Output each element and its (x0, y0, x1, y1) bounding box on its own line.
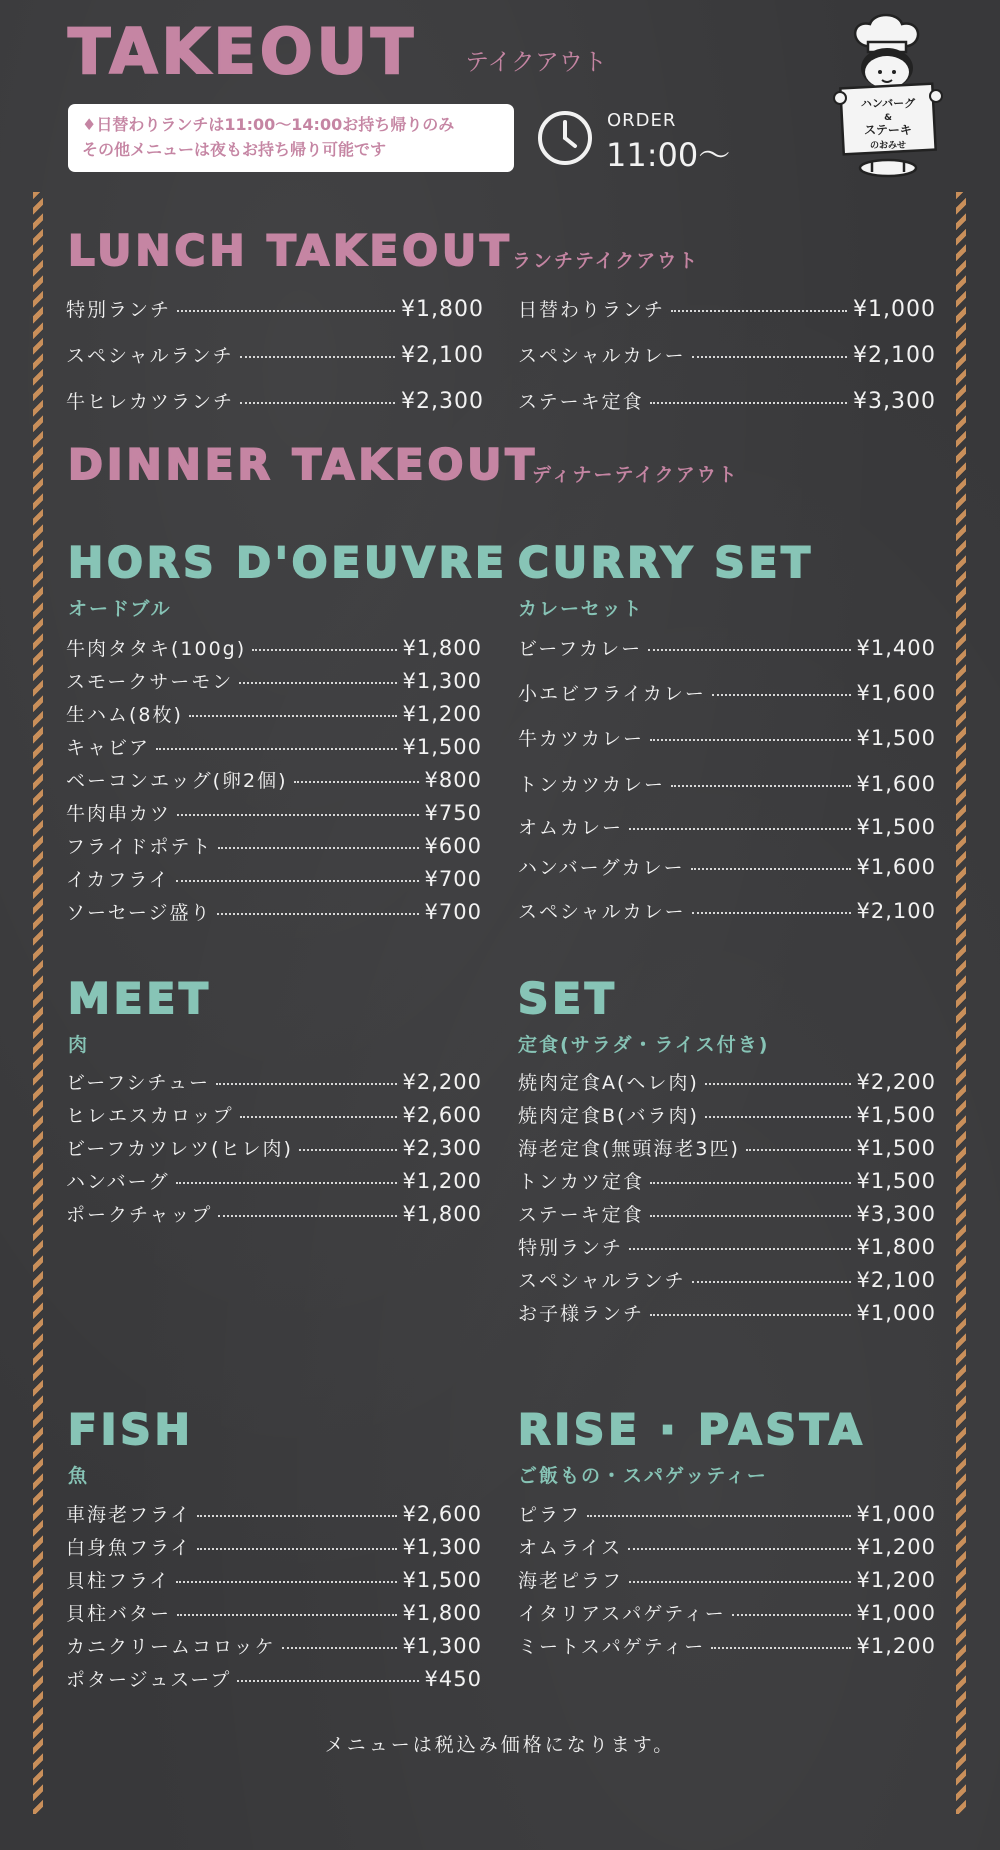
item-name: ヒレエスカロップ (66, 1105, 234, 1127)
menu-item (66, 1134, 482, 1162)
item-name: ステーキ定食 (518, 1204, 644, 1226)
item-price: ¥1,400 (856, 636, 936, 660)
item-price: ¥750 (424, 801, 482, 825)
item-name: 貝柱フライ (66, 1570, 171, 1592)
leader-dots (156, 747, 397, 750)
menu-item (66, 1500, 482, 1528)
item-name: イカフライ (66, 869, 170, 891)
item-name: 牛肉串カツ (66, 803, 172, 825)
item-name: ピラフ (518, 1504, 582, 1526)
item-price: ¥1,500 (856, 726, 936, 750)
item-name: 海老ピラフ (518, 1570, 624, 1592)
menu-item (518, 634, 936, 662)
page-title: TAKEOUT (68, 15, 418, 88)
item-price: ¥600 (424, 834, 482, 858)
item-price: ¥2,200 (856, 1070, 936, 1094)
item-name: ビーフシチュー (66, 1072, 210, 1094)
clock-icon (537, 110, 593, 166)
menu-item (66, 766, 482, 794)
item-name: 白身魚フライ (66, 1537, 192, 1559)
menu-item (518, 387, 936, 415)
menu-item (66, 1599, 482, 1627)
chef-mascot-icon (828, 12, 948, 182)
leader-dots (650, 1214, 851, 1217)
curry-subtitle: カレーセット (518, 598, 644, 620)
item-price: ¥1,200 (402, 1169, 482, 1193)
item-name: スモークサーモン (66, 671, 234, 693)
leader-dots (712, 693, 851, 696)
menu-item (66, 634, 482, 662)
leader-dots (218, 1214, 396, 1217)
item-name: ステーキ定食 (518, 391, 644, 413)
leader-dots (650, 401, 847, 404)
menu-item (518, 770, 936, 798)
item-price: ¥2,600 (402, 1502, 482, 1526)
leader-dots (240, 355, 395, 358)
item-price: ¥3,300 (856, 1202, 936, 1226)
item-name: トンカツ定食 (518, 1171, 645, 1193)
menu-item (518, 1134, 936, 1162)
menu-item (518, 1599, 936, 1627)
menu-item (518, 813, 936, 841)
leader-dots (217, 912, 418, 915)
item-name: 焼肉定食B(バラ肉) (518, 1105, 699, 1127)
item-price: ¥2,100 (856, 899, 936, 923)
item-price: ¥2,100 (856, 1268, 936, 1292)
leader-dots (282, 1646, 397, 1649)
item-name: スペシャルランチ (66, 345, 234, 367)
menu-item (518, 295, 936, 323)
item-price: ¥1,800 (856, 1235, 936, 1259)
item-price: ¥450 (424, 1667, 482, 1691)
leader-dots (692, 1280, 851, 1283)
item-name: ビーフカレー (518, 638, 643, 660)
item-name: トンカツカレー (518, 774, 666, 796)
item-name: お子様ランチ (518, 1303, 645, 1325)
leader-dots (197, 1514, 396, 1517)
meet-subtitle: 肉 (68, 1034, 90, 1056)
menu-item (66, 733, 482, 761)
menu-item (66, 700, 482, 728)
menu-item (66, 387, 484, 415)
dinner-subtitle: ディナーテイクアウト (532, 464, 739, 486)
item-name: ベーコンエッグ(卵2個) (66, 770, 288, 792)
item-price: ¥1,600 (856, 772, 936, 796)
item-name: オムカレー (518, 817, 624, 839)
item-name: 特別ランチ (518, 1237, 624, 1259)
menu-item (518, 341, 936, 369)
right-border-stripe (956, 192, 966, 1814)
item-name: 牛ヒレカツランチ (66, 391, 235, 413)
leader-dots (629, 1247, 851, 1250)
item-name: カニクリームコロッケ (66, 1636, 276, 1658)
menu-item (518, 1200, 936, 1228)
menu-item (66, 865, 482, 893)
leader-dots (587, 1514, 851, 1517)
leader-dots (650, 738, 851, 741)
item-price: ¥1,500 (856, 1169, 936, 1193)
menu-item (66, 1632, 482, 1660)
menu-item (66, 898, 482, 926)
rice-title: RISE · PASTA (518, 1405, 866, 1454)
menu-item (518, 1101, 936, 1129)
fish-title: FISH (68, 1405, 194, 1454)
svg-text:ハンバーグ: ハンバーグ (860, 97, 916, 110)
menu-item (66, 1533, 482, 1561)
item-price: ¥1,000 (856, 1502, 936, 1526)
item-price: ¥1,500 (856, 815, 936, 839)
leader-dots (629, 1580, 851, 1583)
item-price: ¥1,000 (853, 297, 936, 322)
item-price: ¥2,600 (402, 1103, 482, 1127)
item-price: ¥1,000 (856, 1601, 936, 1625)
menu-item (66, 341, 484, 369)
leader-dots (648, 648, 850, 651)
menu-item (518, 1500, 936, 1528)
item-price: ¥1,500 (856, 1136, 936, 1160)
leader-dots (177, 1613, 397, 1616)
item-price: ¥1,200 (856, 1568, 936, 1592)
menu-item (66, 1101, 482, 1129)
item-price: ¥2,300 (401, 389, 484, 414)
item-price: ¥1,800 (402, 1202, 482, 1226)
item-name: 日替わりランチ (518, 299, 666, 321)
menu-item (66, 1200, 482, 1228)
leader-dots (239, 681, 396, 684)
set-subtitle: 定食(サラダ・ライス付き) (518, 1034, 770, 1056)
svg-text:のおみせ: のおみせ (869, 141, 907, 151)
item-price: ¥1,500 (856, 1103, 936, 1127)
leader-dots (628, 1547, 850, 1550)
lunch-title: LUNCH TAKEOUT (68, 226, 513, 275)
item-price: ¥1,800 (401, 297, 484, 322)
leader-dots (216, 1082, 397, 1085)
leader-dots (252, 648, 396, 651)
item-name: 小エビフライカレー (518, 683, 706, 705)
leader-dots (746, 1148, 851, 1151)
item-price: ¥1,000 (856, 1301, 936, 1325)
menu-item (518, 679, 936, 707)
leader-dots (176, 879, 419, 882)
item-name: 貝柱バター (66, 1603, 172, 1625)
item-name: ハンバーグカレー (518, 857, 685, 879)
leader-dots (650, 1313, 851, 1316)
item-name: 牛カツカレー (518, 728, 645, 750)
leader-dots (177, 309, 395, 312)
item-name: スペシャルランチ (518, 1270, 686, 1292)
curry-title: CURRY SET (518, 538, 814, 587)
menu-item (66, 799, 482, 827)
item-price: ¥2,100 (401, 343, 484, 368)
menu-item (518, 1266, 936, 1294)
leader-dots (650, 1181, 851, 1184)
dinner-title: DINNER TAKEOUT (68, 440, 539, 489)
item-name: フライドポテト (66, 836, 213, 858)
item-price: ¥2,100 (853, 343, 936, 368)
leader-dots (240, 401, 395, 404)
item-price: ¥3,300 (853, 389, 936, 414)
meet-title: MEET (68, 974, 212, 1023)
item-name: ポークチャップ (66, 1204, 213, 1226)
item-price: ¥1,300 (402, 669, 482, 693)
leader-dots (705, 1082, 851, 1085)
item-price: ¥1,200 (856, 1535, 936, 1559)
leader-dots (692, 355, 847, 358)
item-name: イタリアスパゲティー (518, 1603, 726, 1625)
item-name: 車海老フライ (66, 1504, 192, 1526)
leader-dots (692, 911, 851, 914)
menu-item (518, 1299, 936, 1327)
leader-dots (197, 1547, 396, 1550)
item-price: ¥1,300 (402, 1535, 482, 1559)
item-name: 牛肉タタキ(100g) (66, 638, 247, 660)
item-price: ¥1,800 (402, 636, 482, 660)
menu-item (66, 1566, 482, 1594)
fish-subtitle: 魚 (68, 1465, 90, 1487)
notice-line-2: その他メニューは夜もお持ち帰り可能です (82, 140, 387, 159)
item-price: ¥1,800 (402, 1601, 482, 1625)
left-border-stripe (33, 192, 43, 1814)
leader-dots (177, 813, 419, 816)
order-label: ORDER (607, 110, 677, 131)
menu-item (518, 853, 936, 881)
leader-dots (237, 1679, 418, 1682)
menu-item (66, 1068, 482, 1096)
menu-item (518, 1632, 936, 1660)
menu-item (518, 1566, 936, 1594)
leader-dots (299, 1148, 397, 1151)
leader-dots (711, 1646, 850, 1649)
menu-item (518, 1233, 936, 1261)
item-price: ¥2,200 (402, 1070, 482, 1094)
menu-item (518, 1533, 936, 1561)
item-name: ビーフカツレツ(ヒレ肉) (66, 1138, 293, 1160)
menu-item (66, 667, 482, 695)
leader-dots (629, 827, 851, 830)
leader-dots (218, 846, 418, 849)
item-price: ¥1,500 (402, 1568, 482, 1592)
menu-item (66, 1167, 482, 1195)
menu-item (518, 897, 936, 925)
item-name: 焼肉定食A(ヘレ肉) (518, 1072, 699, 1094)
rice-subtitle: ご飯もの・スパゲッティー (518, 1465, 768, 1487)
leader-dots (294, 780, 419, 783)
item-price: ¥1,500 (402, 735, 482, 759)
item-price: ¥2,300 (402, 1136, 482, 1160)
leader-dots (189, 714, 397, 717)
svg-text:&: & (884, 113, 892, 123)
item-price: ¥700 (424, 867, 482, 891)
item-price: ¥1,200 (856, 1634, 936, 1658)
page-title-jp: テイクアウト (465, 48, 607, 76)
item-name: 生ハム(8枚) (66, 704, 183, 726)
tax-note: メニューは税込み価格になります。 (324, 1734, 676, 1756)
leader-dots (240, 1115, 397, 1118)
item-name: スペシャルカレー (518, 345, 686, 367)
leader-dots (691, 867, 851, 870)
menu-item (66, 1665, 482, 1693)
leader-dots (732, 1613, 851, 1616)
item-name: キャビア (66, 737, 151, 759)
hors-subtitle: オードブル (68, 598, 172, 620)
svg-text:ステーキ: ステーキ (864, 123, 912, 137)
item-name: スペシャルカレー (518, 901, 686, 923)
notice-line-1: ♦日替わりランチは11:00〜14:00お持ち帰りのみ (82, 115, 455, 134)
item-price: ¥1,600 (856, 855, 936, 879)
set-title: SET (518, 974, 618, 1023)
item-price: ¥1,600 (856, 681, 936, 705)
lunch-subtitle: ランチテイクアウト (512, 250, 700, 272)
menu-item (66, 295, 484, 323)
item-name: オムライス (518, 1537, 623, 1559)
leader-dots (705, 1115, 851, 1118)
leader-dots (176, 1181, 397, 1184)
item-name: ハンバーグ (66, 1171, 170, 1193)
item-price: ¥1,200 (402, 702, 482, 726)
leader-dots (176, 1580, 396, 1583)
order-time: 11:00〜 (606, 136, 731, 174)
item-name: ミートスパゲティー (518, 1636, 706, 1658)
menu-item (66, 832, 482, 860)
menu-item (518, 1167, 936, 1195)
leader-dots (671, 784, 851, 787)
menu-item (518, 724, 936, 752)
item-name: 特別ランチ (66, 299, 172, 321)
menu-item (518, 1068, 936, 1096)
item-name: 海老定食(無頭海老3匹) (518, 1138, 740, 1160)
item-price: ¥700 (424, 900, 482, 924)
takeout-notice (68, 104, 514, 172)
item-price: ¥800 (424, 768, 482, 792)
item-price: ¥1,300 (402, 1634, 482, 1658)
item-name: ソーセージ盛り (66, 902, 212, 924)
item-name: ポタージュスープ (66, 1669, 232, 1691)
hors-title: HORS D'OEUVRE (68, 538, 508, 587)
leader-dots (671, 309, 847, 312)
